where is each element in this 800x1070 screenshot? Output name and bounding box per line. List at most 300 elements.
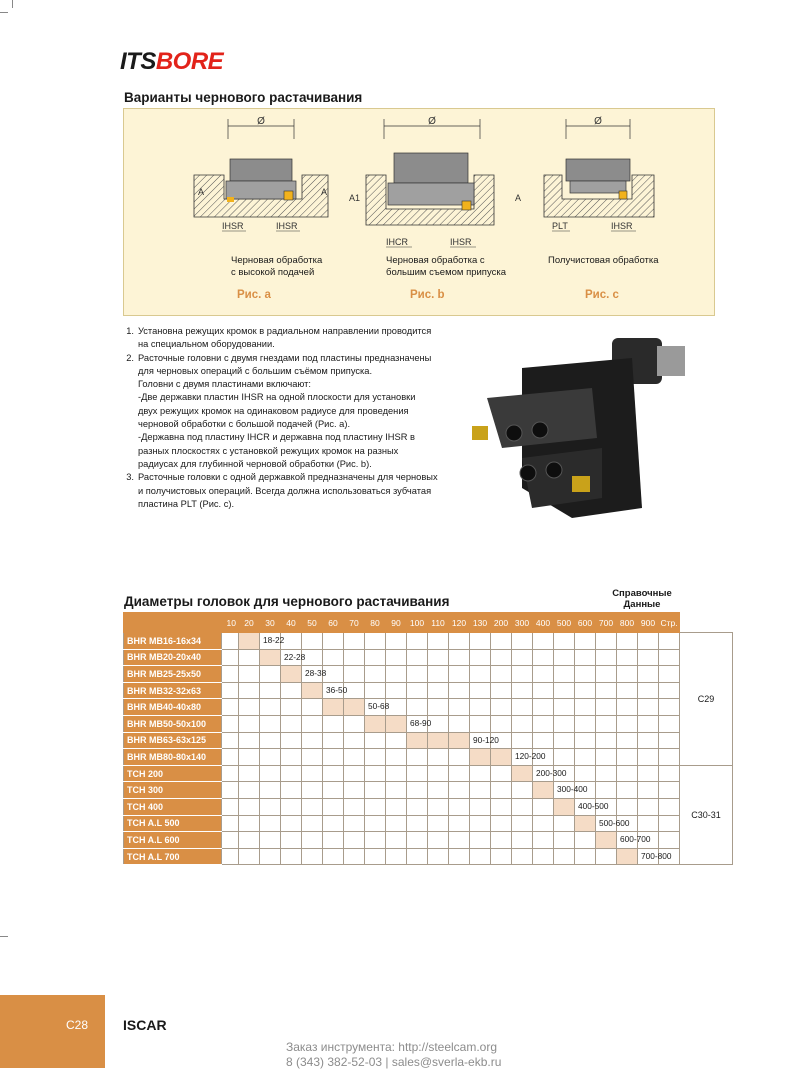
grid-cell	[222, 832, 239, 849]
grid-cell	[344, 732, 365, 749]
grid-cell	[428, 699, 449, 716]
grid-cell	[554, 732, 575, 749]
range-fill	[575, 815, 596, 832]
range-fill	[596, 832, 617, 849]
grid-cell	[239, 749, 260, 766]
grid-cell	[260, 765, 281, 782]
col-header: 60	[323, 613, 344, 633]
grid-cell	[533, 848, 554, 865]
crop-mark	[12, 0, 13, 8]
table-row	[124, 732, 733, 749]
grid-cell	[365, 848, 386, 865]
grid-cell	[386, 798, 407, 815]
reference-data-header: Справочные Данные	[612, 588, 672, 610]
figure-c-caption: Получистовая обработка	[548, 255, 659, 266]
col-header: 700	[596, 613, 617, 633]
grid-cell	[491, 832, 512, 849]
grid-cell	[554, 699, 575, 716]
grid-cell	[617, 699, 638, 716]
col-header: 110	[428, 613, 449, 633]
grid-cell	[533, 699, 554, 716]
grid-cell	[344, 682, 365, 699]
order-info: Заказ инструмента: http://steelcam.org 8 (343) 382-52-03 | sales@sverla-ekb.ru	[286, 1040, 502, 1069]
grid-cell	[533, 732, 554, 749]
grid-cell	[533, 832, 554, 849]
grid-cell	[470, 649, 491, 666]
svg-text:Ø: Ø	[428, 116, 436, 127]
range-value: 90-120	[473, 734, 499, 745]
range-label-cell	[302, 666, 327, 683]
diameter-range-table	[123, 612, 733, 865]
svg-text:IHSR: IHSR	[276, 221, 298, 231]
grid-cell	[659, 832, 680, 849]
grid-cell	[365, 633, 386, 650]
grid-cell	[386, 782, 407, 799]
table-row	[124, 666, 733, 683]
grid-cell	[222, 848, 239, 865]
grid-cell	[617, 633, 638, 650]
grid-cell	[365, 832, 386, 849]
page-ref: C29	[680, 633, 733, 766]
grid-cell	[323, 832, 344, 849]
grid-cell	[260, 682, 281, 699]
grid-cell	[260, 848, 281, 865]
grid-cell	[575, 666, 596, 683]
grid-cell	[638, 699, 659, 716]
range-value: 28-38	[305, 668, 327, 679]
range-fill	[302, 682, 323, 699]
range-value: 700-800	[641, 850, 672, 861]
grid-cell	[575, 633, 596, 650]
range-fill	[260, 649, 281, 666]
grid-cell	[449, 633, 470, 650]
grid-cell	[596, 699, 617, 716]
grid-cell	[386, 666, 407, 683]
range-value: 22-28	[284, 651, 306, 662]
figure-b-label: Рис. b	[410, 289, 445, 301]
grid-cell	[554, 749, 575, 766]
grid-cell	[512, 798, 533, 815]
grid-cell	[470, 782, 491, 799]
grid-cell	[533, 749, 554, 766]
col-header: 800	[617, 613, 638, 633]
grid-cell	[470, 715, 491, 732]
grid-cell	[533, 815, 554, 832]
grid-cell	[239, 832, 260, 849]
svg-text:IHCR: IHCR	[386, 237, 408, 247]
range-fill	[533, 782, 554, 799]
grid-cell	[428, 815, 449, 832]
svg-text:IHSR: IHSR	[450, 237, 472, 247]
section-title-rough-boring: Варианты чернового растачивания	[124, 90, 363, 105]
grid-cell	[617, 666, 638, 683]
figure-c-diagram	[544, 116, 654, 231]
grid-cell	[344, 848, 365, 865]
grid-cell	[407, 832, 428, 849]
grid-cell	[344, 798, 365, 815]
grid-cell	[470, 798, 491, 815]
tool-name: TCH A.L 500	[124, 815, 222, 832]
grid-cell	[512, 732, 533, 749]
range-value: 500-600	[599, 817, 630, 828]
range-label-cell	[365, 699, 390, 716]
grid-cell	[260, 666, 281, 683]
range-fill	[365, 715, 386, 732]
grid-cell	[575, 832, 596, 849]
range-value: 200-300	[536, 767, 567, 778]
range-value: 68-90	[410, 717, 432, 728]
table-row	[124, 848, 733, 865]
col-header: 600	[575, 613, 596, 633]
grid-cell	[554, 633, 575, 650]
grid-cell	[491, 699, 512, 716]
grid-cell	[659, 666, 680, 683]
grid-cell	[302, 633, 323, 650]
grid-cell	[575, 699, 596, 716]
svg-text:A: A	[198, 187, 205, 197]
table-row	[124, 798, 733, 815]
grid-cell	[491, 666, 512, 683]
range-value: 600-700	[620, 834, 651, 845]
grid-cell	[428, 782, 449, 799]
table-header-row	[124, 613, 733, 633]
range-fill	[617, 848, 638, 865]
grid-cell	[470, 666, 491, 683]
grid-cell	[222, 798, 239, 815]
grid-cell	[323, 848, 344, 865]
range-fill	[428, 732, 449, 749]
table-row	[124, 815, 733, 832]
grid-cell	[281, 699, 302, 716]
grid-cell	[344, 749, 365, 766]
tool-name: TCH A.L 600	[124, 832, 222, 849]
table-row	[124, 715, 733, 732]
svg-text:IHSR: IHSR	[611, 221, 633, 231]
grid-cell	[386, 732, 407, 749]
grid-cell	[470, 682, 491, 699]
figure-b-diagram	[349, 116, 521, 247]
grid-cell	[575, 682, 596, 699]
grid-cell	[554, 649, 575, 666]
range-label-cell	[260, 633, 285, 650]
grid-cell	[617, 715, 638, 732]
grid-cell	[428, 765, 449, 782]
grid-cell	[302, 815, 323, 832]
grid-cell	[491, 649, 512, 666]
grid-cell	[323, 732, 344, 749]
grid-cell	[659, 798, 680, 815]
grid-cell	[659, 765, 680, 782]
boring-diagrams	[124, 109, 716, 317]
grid-cell	[659, 848, 680, 865]
grid-cell	[449, 815, 470, 832]
grid-cell	[302, 798, 323, 815]
col-header: 130	[470, 613, 491, 633]
grid-cell	[365, 649, 386, 666]
grid-cell	[638, 832, 659, 849]
grid-cell	[222, 715, 239, 732]
grid-cell	[491, 633, 512, 650]
grid-cell	[281, 815, 302, 832]
grid-cell	[596, 798, 617, 815]
grid-cell	[512, 832, 533, 849]
grid-cell	[260, 832, 281, 849]
grid-cell	[617, 732, 638, 749]
grid-cell	[365, 666, 386, 683]
grid-cell	[659, 649, 680, 666]
grid-cell	[365, 765, 386, 782]
grid-cell	[575, 732, 596, 749]
range-fill	[281, 666, 302, 683]
col-header: 200	[491, 613, 512, 633]
grid-cell	[596, 848, 617, 865]
grid-cell	[386, 699, 407, 716]
page-number: C28	[66, 1018, 89, 1032]
grid-cell	[407, 749, 428, 766]
range-label-cell	[575, 798, 609, 815]
grid-cell	[222, 749, 239, 766]
grid-cell	[239, 765, 260, 782]
grid-cell	[491, 715, 512, 732]
grid-cell	[470, 832, 491, 849]
grid-cell	[428, 666, 449, 683]
grid-cell	[386, 765, 407, 782]
grid-cell	[344, 666, 365, 683]
grid-cell	[260, 699, 281, 716]
tool-name: TCH 300	[124, 782, 222, 799]
grid-cell	[638, 765, 659, 782]
grid-cell	[659, 815, 680, 832]
range-fill	[386, 715, 407, 732]
figure-panel	[123, 108, 715, 316]
grid-cell	[491, 848, 512, 865]
table-row	[124, 699, 733, 716]
range-fill	[323, 699, 344, 716]
grid-cell	[554, 682, 575, 699]
figure-a-label: Рис. а	[237, 289, 271, 301]
col-header: 300	[512, 613, 533, 633]
grid-cell	[596, 715, 617, 732]
grid-cell	[386, 832, 407, 849]
grid-cell	[596, 649, 617, 666]
grid-cell	[638, 815, 659, 832]
col-header: 40	[281, 613, 302, 633]
grid-cell	[596, 682, 617, 699]
grid-cell	[344, 815, 365, 832]
grid-cell	[239, 732, 260, 749]
range-fill	[344, 699, 365, 716]
grid-cell	[239, 666, 260, 683]
grid-cell	[554, 815, 575, 832]
grid-cell	[449, 798, 470, 815]
grid-cell	[617, 782, 638, 799]
grid-cell	[638, 682, 659, 699]
svg-text:A: A	[321, 187, 328, 197]
grid-cell	[470, 765, 491, 782]
range-label-cell	[512, 749, 546, 766]
grid-cell	[638, 782, 659, 799]
grid-cell	[575, 649, 596, 666]
boring-head-photo	[462, 318, 707, 550]
grid-cell	[491, 682, 512, 699]
grid-cell	[428, 848, 449, 865]
tool-name: BHR MB16-16x34	[124, 633, 222, 650]
grid-cell	[260, 782, 281, 799]
grid-cell	[470, 848, 491, 865]
section-title-head-diameters: Диаметры головок для чернового растачивания	[124, 594, 450, 609]
notes-list: 1. Установна режущих кромок в радиальном направлении проводится на специальном оборудовании. 2. Расточные головни с двумя гнездами под пластины предназначены для черновых операций с большим съёмом припуска. Головни с двумя пластинами включают: -Две державки пластин IHSR на одной плоскости для установки двух режущих кромок на одинаковом радиусе для проведения черновой обработки с большой подачей (Рис. а). -Державна под пластину IHCR и державна под пластину IHSR в разных плоскостях с установкой режущих кромок на разных радиусах для глубинной черновой обработки (Рис. b). 3. Расточные головки с одной державкой предназначены для черновых и получистовых операций. Всегда должна использоваться зубчатая пластина PLT (Рис. с).	[126, 326, 438, 509]
grid-cell	[554, 765, 575, 782]
figure-a-caption: Черновая обработка с высокой подачей	[231, 255, 323, 278]
grid-cell	[260, 732, 281, 749]
grid-cell	[407, 765, 428, 782]
grid-cell	[344, 765, 365, 782]
table-row	[124, 633, 733, 650]
grid-cell	[365, 798, 386, 815]
grid-cell	[323, 633, 344, 650]
grid-cell	[449, 649, 470, 666]
grid-cell	[281, 848, 302, 865]
grid-cell	[617, 649, 638, 666]
grid-cell	[344, 715, 365, 732]
grid-cell	[281, 682, 302, 699]
tool-name: BHR MB25-25x50	[124, 666, 222, 683]
grid-cell	[596, 782, 617, 799]
table-row	[124, 782, 733, 799]
grid-cell	[222, 732, 239, 749]
grid-cell	[428, 682, 449, 699]
grid-cell	[659, 682, 680, 699]
figure-c-label: Рис. c	[585, 289, 619, 301]
grid-cell	[596, 765, 617, 782]
range-label-cell	[281, 649, 306, 666]
tool-name: TCH 200	[124, 765, 222, 782]
range-fill	[491, 749, 512, 766]
grid-cell	[365, 732, 386, 749]
grid-cell	[659, 732, 680, 749]
grid-cell	[323, 649, 344, 666]
grid-cell	[596, 633, 617, 650]
table-row	[124, 832, 733, 849]
svg-text:Ø: Ø	[594, 116, 602, 127]
grid-cell	[428, 798, 449, 815]
grid-cell	[554, 666, 575, 683]
grid-cell	[386, 682, 407, 699]
grid-cell	[281, 782, 302, 799]
grid-cell	[533, 633, 554, 650]
tool-name: BHR MB80-80x140	[124, 749, 222, 766]
grid-cell	[512, 782, 533, 799]
grid-cell	[344, 649, 365, 666]
col-header: 30	[260, 613, 281, 633]
grid-cell	[449, 765, 470, 782]
grid-cell	[323, 749, 344, 766]
grid-cell	[659, 715, 680, 732]
grid-cell	[344, 633, 365, 650]
grid-cell	[260, 749, 281, 766]
footer-accent-bar	[0, 995, 105, 1068]
grid-cell	[407, 649, 428, 666]
grid-cell	[470, 633, 491, 650]
range-value: 120-200	[515, 751, 546, 762]
grid-cell	[281, 633, 302, 650]
page-col-header: Стр.	[659, 613, 680, 633]
grid-cell	[281, 798, 302, 815]
tool-name: BHR MB40-40x80	[124, 699, 222, 716]
range-fill	[470, 749, 491, 766]
grid-cell	[428, 649, 449, 666]
grid-cell	[302, 782, 323, 799]
grid-cell	[428, 633, 449, 650]
grid-cell	[449, 715, 470, 732]
grid-cell	[222, 666, 239, 683]
grid-cell	[407, 633, 428, 650]
grid-cell	[260, 798, 281, 815]
col-header: 90	[386, 613, 407, 633]
grid-cell	[222, 782, 239, 799]
grid-cell	[222, 815, 239, 832]
grid-cell	[512, 815, 533, 832]
grid-cell	[449, 699, 470, 716]
grid-cell	[428, 832, 449, 849]
col-header: 10	[124, 613, 239, 633]
grid-cell	[533, 682, 554, 699]
grid-cell	[323, 815, 344, 832]
grid-cell	[239, 682, 260, 699]
grid-cell	[407, 815, 428, 832]
range-label-cell	[407, 715, 432, 732]
col-header: 70	[344, 613, 365, 633]
grid-cell	[281, 715, 302, 732]
tool-name: BHR MB63-63x125	[124, 732, 222, 749]
svg-text:PLT: PLT	[552, 221, 568, 231]
tool-name: BHR MB20-20x40	[124, 649, 222, 666]
grid-cell	[302, 732, 323, 749]
grid-cell	[554, 848, 575, 865]
grid-cell	[596, 732, 617, 749]
tool-name: TCH A.L 700	[124, 848, 222, 865]
grid-cell	[302, 749, 323, 766]
grid-cell	[638, 649, 659, 666]
grid-cell	[222, 682, 239, 699]
grid-cell	[302, 832, 323, 849]
grid-cell	[617, 798, 638, 815]
grid-cell	[575, 765, 596, 782]
grid-cell	[407, 699, 428, 716]
grid-cell	[449, 782, 470, 799]
grid-cell	[659, 633, 680, 650]
range-value: 50-68	[368, 701, 390, 712]
grid-cell	[365, 749, 386, 766]
range-fill	[449, 732, 470, 749]
grid-cell	[323, 798, 344, 815]
grid-cell	[302, 715, 323, 732]
grid-cell	[323, 782, 344, 799]
grid-cell	[239, 649, 260, 666]
grid-cell	[386, 633, 407, 650]
col-header: 500	[554, 613, 575, 633]
tool-name: BHR MB32-32x63	[124, 682, 222, 699]
grid-cell	[239, 715, 260, 732]
grid-cell	[659, 782, 680, 799]
grid-cell	[638, 732, 659, 749]
svg-text:A: A	[515, 193, 522, 203]
grid-cell	[407, 782, 428, 799]
grid-cell	[281, 732, 302, 749]
grid-cell	[617, 765, 638, 782]
grid-cell	[407, 666, 428, 683]
grid-cell	[659, 749, 680, 766]
